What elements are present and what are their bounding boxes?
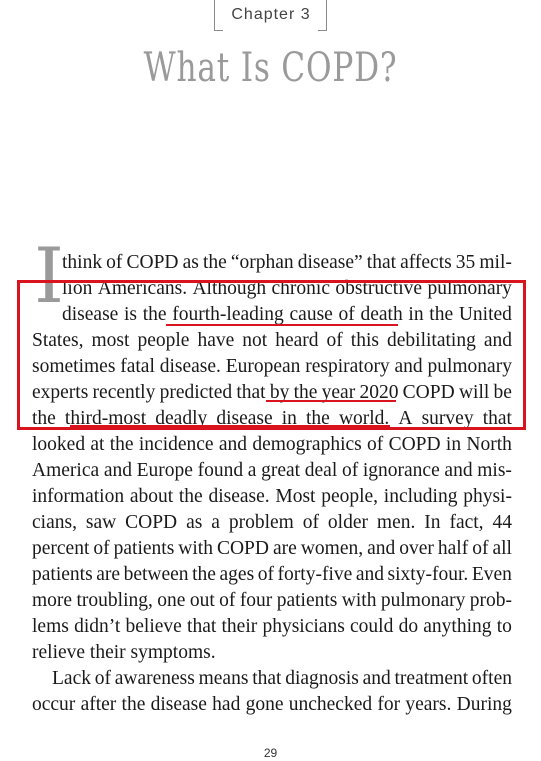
word: Most: [275, 486, 316, 507]
word: and: [355, 564, 384, 585]
word: States,: [32, 330, 84, 351]
word: of: [472, 538, 489, 559]
word: of: [257, 564, 274, 585]
word: pulmonary: [427, 278, 512, 299]
word: 35: [455, 252, 476, 273]
word: means: [198, 668, 249, 689]
word: recently: [92, 382, 156, 403]
word: obstructive: [335, 278, 423, 299]
word: by: [269, 382, 290, 403]
word: people,: [321, 486, 379, 507]
word: found: [197, 460, 244, 481]
word: men.: [376, 512, 416, 533]
word: forty-five: [277, 564, 353, 585]
text-line: [32, 458, 512, 484]
word: have: [197, 330, 235, 351]
word: are: [96, 564, 121, 585]
word: that: [252, 668, 282, 689]
word: disease: [62, 304, 119, 325]
word: including: [383, 486, 458, 507]
text-line: [32, 614, 512, 640]
word: a: [211, 512, 220, 533]
word: of: [302, 512, 319, 533]
word: gone: [245, 694, 284, 715]
word: occur: [32, 694, 76, 715]
word: this: [350, 330, 379, 351]
word: Americans.: [97, 278, 188, 299]
word: looked: [32, 434, 86, 455]
word: North: [466, 434, 512, 455]
word: deadly: [155, 408, 208, 429]
word: with: [341, 590, 377, 611]
text-line: [32, 692, 512, 718]
word: to: [496, 616, 512, 637]
word: after: [80, 694, 117, 715]
annotation-box: [17, 280, 526, 430]
paragraph-2: [32, 666, 512, 718]
word: is: [124, 304, 138, 325]
word: fact,: [449, 512, 484, 533]
word: COPD: [126, 252, 179, 273]
word: sometimes: [32, 356, 116, 377]
word: “orphan: [230, 252, 294, 273]
word: heard: [275, 330, 319, 351]
chapter-title: What Is COPD?: [143, 45, 398, 91]
word: more: [32, 590, 73, 611]
word: and: [362, 668, 391, 689]
word: cians,: [32, 512, 77, 533]
word: that: [236, 382, 266, 403]
word: the: [192, 564, 216, 585]
word: the: [293, 382, 318, 403]
word: not: [242, 330, 268, 351]
word: information: [32, 486, 125, 507]
word: will: [458, 382, 490, 403]
word: disease”: [297, 252, 363, 273]
word: troubling,: [76, 590, 153, 611]
word: America: [32, 460, 100, 481]
word: are: [273, 538, 297, 559]
word: disease: [216, 408, 273, 429]
word: over: [399, 538, 434, 559]
word: of: [341, 460, 359, 481]
word: COPD: [125, 512, 178, 533]
word: be: [493, 382, 512, 403]
word: treatment: [394, 668, 469, 689]
word: of: [367, 434, 384, 455]
word: diagnosis: [285, 668, 359, 689]
word: the: [32, 408, 56, 429]
word: most: [91, 330, 130, 351]
text-line: [62, 250, 512, 276]
word: people: [137, 330, 190, 351]
word: percent: [32, 538, 90, 559]
word: of: [338, 304, 355, 325]
text-line: [52, 666, 512, 692]
word: lems: [32, 616, 69, 637]
word: of: [93, 538, 110, 559]
word: lion: [62, 278, 93, 299]
annotation-underline: [166, 324, 398, 326]
word: often: [471, 668, 512, 689]
annotation-underline: [266, 400, 396, 402]
word: the: [306, 408, 330, 429]
text-line: [32, 588, 512, 614]
word: half: [437, 538, 469, 559]
word: that: [366, 252, 397, 273]
word: of: [94, 668, 111, 689]
text-line: [32, 536, 512, 562]
word: A: [398, 408, 413, 429]
word: United: [458, 304, 512, 325]
word: all: [492, 538, 512, 559]
word: four: [239, 590, 273, 611]
word: survey: [421, 408, 474, 429]
word: out: [189, 590, 215, 611]
word: respiratory: [305, 356, 390, 377]
word: think: [62, 252, 103, 273]
word: had: [212, 694, 241, 715]
word: During: [456, 694, 512, 715]
word: one: [157, 590, 186, 611]
word: the: [178, 486, 203, 507]
word: and: [394, 356, 423, 377]
word: physicians: [262, 616, 345, 637]
word: anything: [423, 616, 492, 637]
word: world.: [338, 408, 390, 429]
word: affects: [400, 252, 452, 273]
word: problem: [228, 512, 294, 533]
word: and: [367, 538, 396, 559]
word: patients: [113, 538, 175, 559]
word: pulmonary: [380, 590, 466, 611]
word: the: [121, 694, 146, 715]
word: and: [483, 330, 512, 351]
word: In: [424, 512, 441, 533]
word: disease.: [159, 356, 221, 377]
word: women,: [300, 538, 364, 559]
word: didn’t: [74, 616, 121, 637]
annotation-underline: [70, 425, 390, 427]
text-line: [32, 510, 512, 536]
word: death: [360, 304, 403, 325]
page-number: 29: [263, 746, 278, 760]
word: a: [247, 460, 257, 481]
word: about: [129, 486, 174, 507]
word: as: [182, 252, 199, 273]
text-line: [32, 640, 512, 666]
word: ages: [219, 564, 255, 585]
word: patients: [32, 564, 93, 585]
word: Although: [192, 278, 267, 299]
word: the: [109, 434, 134, 455]
word: between: [123, 564, 189, 585]
word: 44: [492, 512, 512, 533]
word: awareness: [114, 668, 195, 689]
word: their: [221, 616, 258, 637]
drop-cap: I: [34, 231, 65, 320]
word: mil-: [479, 252, 512, 273]
word: Even: [471, 564, 512, 585]
word: Europe: [136, 460, 193, 481]
word: 2020: [359, 382, 399, 403]
word: incidence: [138, 434, 214, 455]
word: at: [90, 434, 105, 455]
word: that: [482, 408, 512, 429]
word: European: [225, 356, 301, 377]
word: saw: [85, 512, 117, 533]
word: Lack: [52, 668, 91, 689]
word: third-most: [64, 408, 147, 429]
chapter-label: Chapter 3: [231, 6, 311, 23]
word: could: [350, 616, 394, 637]
word: mis-: [477, 460, 512, 481]
word: year: [321, 382, 356, 403]
word: COPD: [388, 434, 441, 455]
word: fourth-leading: [172, 304, 284, 325]
word: deal: [304, 460, 338, 481]
word: great: [261, 460, 301, 481]
word: experts: [32, 382, 89, 403]
word: physi-: [463, 486, 512, 507]
word: in: [408, 304, 424, 325]
word: of: [106, 252, 123, 273]
text-line: [32, 432, 512, 458]
word: in: [445, 434, 462, 455]
word: cause: [289, 304, 333, 325]
word: chronic: [271, 278, 331, 299]
word: and: [444, 460, 473, 481]
line-text: relieve their symptoms.: [32, 642, 216, 663]
word: for: [377, 694, 401, 715]
text-line: [32, 484, 512, 510]
word: pulmonary: [427, 356, 512, 377]
word: disease: [150, 694, 207, 715]
text-line: [32, 562, 512, 588]
word: of: [326, 330, 343, 351]
word: do: [398, 616, 419, 637]
chapter-label-frame: [0, 0, 541, 36]
word: the: [142, 304, 167, 325]
word: demographics: [252, 434, 362, 455]
word: years.: [405, 694, 452, 715]
word: COPD: [216, 538, 269, 559]
word: of: [219, 590, 236, 611]
word: older: [327, 512, 368, 533]
word: unchecked: [288, 694, 373, 715]
word: in: [281, 408, 297, 429]
word: patients: [276, 590, 338, 611]
word: the: [429, 304, 454, 325]
word: prob-: [469, 590, 512, 611]
word: debilitating: [387, 330, 476, 351]
word: predicted: [159, 382, 233, 403]
word: that: [187, 616, 217, 637]
word: ignorance: [362, 460, 440, 481]
word: sixty-four.: [387, 564, 469, 585]
word: with: [178, 538, 213, 559]
word: believe: [125, 616, 182, 637]
word: COPD: [402, 382, 455, 403]
word: and: [218, 434, 248, 455]
word: disease.: [208, 486, 270, 507]
word: fatal: [120, 356, 155, 377]
word: the: [202, 252, 227, 273]
word: and: [103, 460, 132, 481]
word: as: [186, 512, 203, 533]
